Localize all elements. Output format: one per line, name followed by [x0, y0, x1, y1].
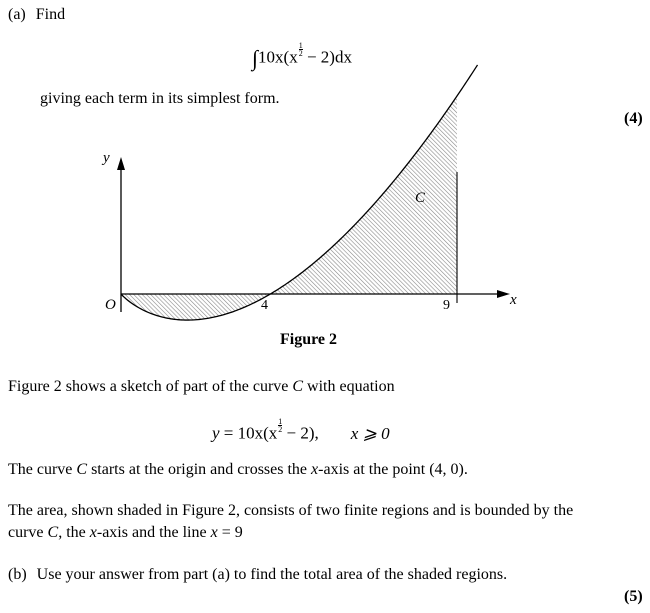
part-a-marks: (4): [624, 110, 643, 127]
text-run: curve: [8, 524, 48, 541]
equation-rhs: − 2),: [282, 423, 319, 443]
x-axis-arrow: [497, 290, 510, 298]
body-sentence-3-line-2: [8, 524, 243, 542]
part-a-number: (a): [8, 6, 26, 23]
equation-condition: x ⩾ 0: [350, 423, 390, 443]
tick-label-9: 9: [443, 298, 450, 313]
figure-caption: Figure 2: [280, 331, 338, 348]
text-run: C: [47, 524, 59, 541]
part-b-marks: (5): [624, 588, 643, 605]
body-sentence-3-line-1: The area, shown shaded in Figure 2, consists of two finite regions and is bounded by the: [8, 502, 574, 519]
text-run: = 9: [217, 524, 243, 541]
equation-exp-numerator: 1: [278, 417, 283, 426]
x-axis-label: x: [510, 292, 517, 308]
text-run: , the: [58, 524, 90, 541]
integrand-suffix: − 2)dx: [302, 47, 352, 67]
part-b-number: (b): [8, 566, 27, 583]
shaded-region-left: [121, 294, 270, 320]
text-run: -axis at the point (4, 0).: [318, 461, 468, 478]
integrand-prefix: 10x(x: [258, 47, 298, 67]
text-run: with equation: [303, 378, 395, 395]
text-run: C: [76, 461, 88, 478]
y-axis-label: y: [103, 150, 110, 166]
body-sentence-2: [8, 461, 468, 479]
exponent-numerator: 1: [298, 41, 303, 50]
part-b-question: [8, 566, 507, 584]
text-run: The curve: [8, 461, 77, 478]
curve-label: C: [415, 190, 426, 206]
equation-mid: = 10x(x: [219, 423, 278, 443]
text-run: x: [89, 524, 97, 541]
part-a-follow-up: giving each term in its simplest form.: [40, 90, 280, 107]
text-run: C: [292, 378, 304, 395]
exponent-denominator: 2: [298, 49, 303, 58]
text-run: x: [210, 524, 218, 541]
integral-sign: ∫: [252, 45, 259, 71]
text-run: -axis and the line: [96, 524, 211, 541]
equation-exp-denominator: 2: [278, 425, 283, 434]
shaded-region-right: [270, 96, 457, 294]
text-run: Figure 2 shows a sketch of part of the curve: [8, 378, 293, 395]
text-run: x: [311, 461, 319, 478]
part-b-text: Use your answer from part (a) to find the total area of the shaded regions.: [36, 566, 508, 583]
equation-lhs: y: [212, 423, 220, 443]
body-sentence-1: [8, 378, 395, 396]
curve-equation: [212, 418, 390, 444]
tick-label-4: 4: [261, 298, 268, 313]
origin-label: O: [105, 297, 116, 313]
y-axis-arrow: [117, 157, 125, 170]
part-a-instruction: Find: [35, 6, 66, 23]
text-run: starts at the origin and crosses the: [87, 461, 312, 478]
